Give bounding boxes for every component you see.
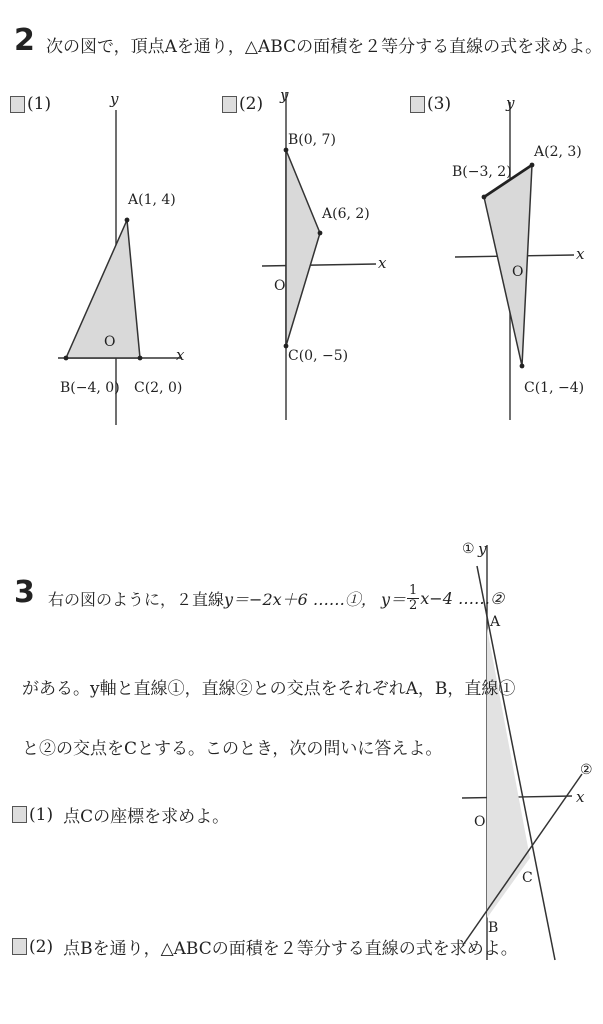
fig2-point-b	[284, 148, 289, 153]
fig3-point-b	[482, 195, 487, 200]
question-3-line-3: と②の交点をCとする。このとき，次の問いに答えよ。	[22, 739, 443, 759]
q3-sub1-text: 点Cの座標を求めよ。	[63, 807, 230, 827]
fig1-point-b	[64, 356, 69, 361]
fig3-y-label: y	[506, 94, 515, 112]
fig3-origin: O	[512, 264, 524, 280]
fig2-x-axis	[262, 264, 376, 266]
fig3-point-a	[530, 163, 535, 168]
q3-equation-2-fraction: $\frac{1}{2}$	[408, 583, 418, 613]
fig1-label-b: B(−4, 0)	[60, 380, 120, 396]
fig1-y-label: y	[110, 90, 119, 108]
fig2-origin: O	[274, 278, 286, 294]
fig1-label-a: A(1, 4)	[128, 192, 176, 208]
fig3-label-b: B(−3, 2)	[452, 164, 512, 180]
fig1-origin: O	[104, 334, 116, 350]
fig2-triangle	[286, 150, 320, 346]
fig1-point-c	[138, 356, 143, 361]
question-3-number: 3	[14, 575, 35, 610]
q3-x-label: x	[576, 788, 585, 806]
question-3-line-2: がある。y軸と直線①，直線②との交点をそれぞれA，B，直線①	[22, 679, 516, 699]
question-3-line-1	[48, 584, 504, 612]
fig1-triangle	[66, 220, 140, 358]
q3-label-b: B	[488, 920, 499, 936]
fig2-label-a: A(6, 2)	[322, 206, 370, 222]
fig3-point-c	[520, 364, 525, 369]
q3-sub2-text: 点Bを通り，△ABCの面積を２等分する直線の式を求めよ。	[63, 939, 518, 959]
fig1-label-c: C(2, 0)	[134, 380, 183, 396]
q3-sub2: (2) 点Bを通り，△ABCの面積を２等分する直線の式を求めよ。	[12, 934, 518, 959]
question-2-number: 2	[14, 23, 35, 58]
fig3-label-a: A(2, 3)	[534, 144, 582, 160]
q3-y-label: y	[478, 540, 487, 558]
fig3-x-label: x	[576, 245, 585, 263]
q3-line1-mark: ①	[462, 541, 475, 557]
fig3-triangle	[484, 165, 532, 366]
q3-line1-text: 右の図のように，２直線	[48, 589, 225, 609]
q3-equation-2-rest: x−4 ……②	[420, 588, 505, 608]
q2-sub2-label: (2)	[222, 94, 263, 114]
checkbox-icon	[12, 806, 27, 823]
q3-equation-2-lhs: y＝	[380, 589, 406, 609]
fig2-x-label: x	[378, 254, 387, 272]
fig2-point-a	[318, 231, 323, 236]
fig1-x-label: x	[176, 346, 185, 364]
q3-line2-mark: ②	[580, 762, 593, 778]
figure-1	[58, 90, 185, 425]
q2-sub3-label: (3)	[410, 94, 451, 114]
q2-sub1-label: (1)	[10, 94, 51, 114]
q3-sub1: (1) 点Cの座標を求めよ。	[12, 802, 229, 827]
q3-origin: O	[474, 814, 486, 830]
fig3-label-c: C(1, −4)	[524, 380, 585, 396]
fig1-point-a	[125, 218, 130, 223]
figure-2	[262, 86, 387, 420]
fig2-label-c: C(0, −5)	[288, 348, 349, 364]
q3-label-a: A	[490, 614, 501, 630]
q3-equation-1: y＝−2x＋6 ……①，	[224, 589, 377, 609]
q3-label-c: C	[522, 870, 533, 886]
fig2-y-label: y	[280, 86, 289, 104]
question-2-statement: 次の図で，頂点Aを通り，△ABCの面積を２等分する直線の式を求めよ。	[46, 37, 603, 57]
fig2-label-b: B(0, 7)	[288, 132, 336, 148]
checkbox-icon	[12, 938, 27, 955]
figure-3	[452, 94, 585, 420]
